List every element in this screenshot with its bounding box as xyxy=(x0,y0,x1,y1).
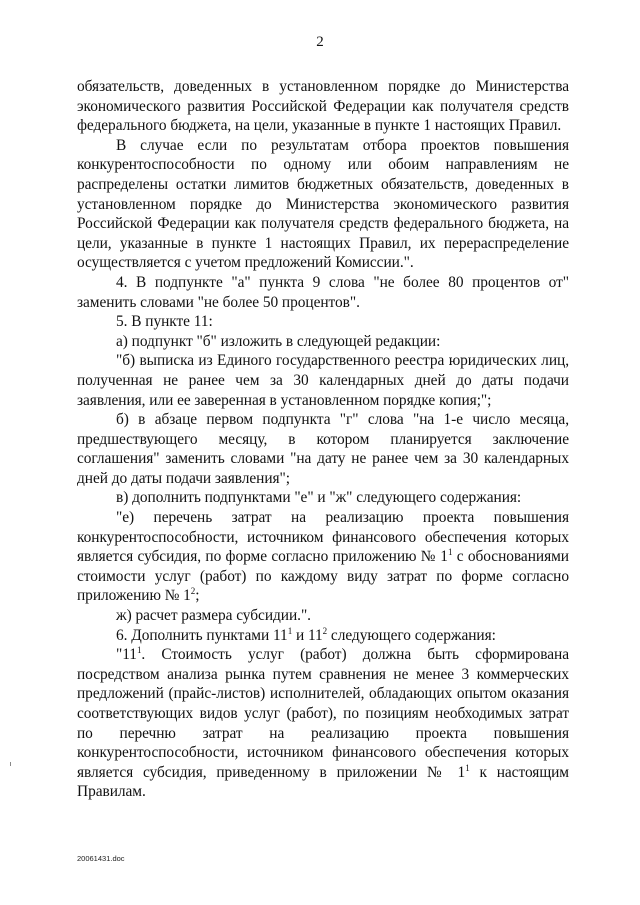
item-6-text-1: 6. Дополнить пунктами 11 xyxy=(116,626,288,644)
item-11-1-superscript-1: 1 xyxy=(136,645,142,656)
item-6-superscript-1: 1 xyxy=(287,625,293,636)
paragraph-subitem-v: в) дополнить подпунктами "е" и "ж" следующего содержания: xyxy=(116,489,522,507)
paragraph-item-6 xyxy=(77,626,569,646)
item-11-1-text-1: "11 xyxy=(116,646,137,664)
quote-e-superscript-1: 1 xyxy=(447,547,453,558)
paragraph-subitem-a: а) подпункт "б" изложить в следующей редакции: xyxy=(116,332,441,350)
scan-margin-mark xyxy=(10,762,11,766)
item-11-1-text-2: . Стоимость услуг (работ) должна быть сформирована посредством анализа рынка путем сравнения не менее 3 коммерческих предложений (прайс-листов) исполнителей, обладающих опытом оказания соответствующих видов услуг (работ), по позициям необходимых затрат по перечню затрат на реализацию проекта повышения конкурентоспособности, источником финансового обеспечения которых является субсидия, приведенному в приложении № 1 xyxy=(77,646,569,781)
item-11-1-text-3: к настоящим Правилам. xyxy=(77,763,569,801)
document-body xyxy=(77,77,569,802)
paragraph-quote-zh: ж) расчет размера субсидии.". xyxy=(116,607,311,625)
paragraph-redistribution: В случае если по результатам отбора проектов повышения конкурентоспособности по одному или обоим направлениям не распределены остатки лимитов бюджетных обязательств, доведенных в установленном порядке до Министерства экономического развития Российской Федерации как получателя средств федерального бюджета, на цели, указанные в пункте 1 настоящих Правил, их перераспределение осуществляется с учетом предложений Комиссии.". xyxy=(77,136,569,272)
paragraph-item-11-1 xyxy=(77,645,569,802)
item-6-text-2: и 11 xyxy=(292,626,323,644)
paragraph-item-5: 5. В пункте 11: xyxy=(116,313,213,331)
footer-filename: 20061431.doc xyxy=(77,854,125,863)
paragraph-subitem-b: б) в абзаце первом подпункта "г" слова "на 1-е число месяца, предшествующего месяцу, в котором планируется заключение соглашения" заменить словами "на дату не ранее чем за 30 календарных дней до даты подачи заявления"; xyxy=(77,411,569,487)
quote-e-superscript-2: 2 xyxy=(190,586,196,597)
paragraph-item-4: 4. В подпункте "а" пункта 9 слова "не более 80 процентов от" заменить словами "не более 50 процентов". xyxy=(77,273,569,311)
quote-e-text-2: с обоснованиями стоимости услуг (работ) по каждому виду затрат по форме согласно приложению № 1 xyxy=(77,548,569,605)
paragraph-quote-e xyxy=(77,508,569,606)
paragraph-continuation: обязательств, доведенных в установленном порядке до Министерства экономического развития Российской Федерации как получателя средств федерального бюджета, на цели, указанные в пункте 1 настоящих Правил. xyxy=(77,78,569,135)
page-number: 2 xyxy=(316,34,324,50)
item-6-superscript-2: 2 xyxy=(322,625,328,636)
item-11-1-superscript-2: 1 xyxy=(465,762,470,773)
paragraph-quote-b: "б) выписка из Единого государственного реестра юридических лиц, полученная не ранее чем за 30 календарных дней до даты подачи заявления, или ее заверенная в установленном порядке копия;"; xyxy=(77,352,569,409)
quote-e-text-3: ; xyxy=(195,587,200,605)
item-6-text-3: следующего содержания: xyxy=(327,626,496,644)
quote-e-text-1: "е) перечень затрат на реализацию проекта повышения конкурентоспособности, источником финансового обеспечения которых является субсидия, по форме согласно приложению № 1 xyxy=(77,509,569,566)
